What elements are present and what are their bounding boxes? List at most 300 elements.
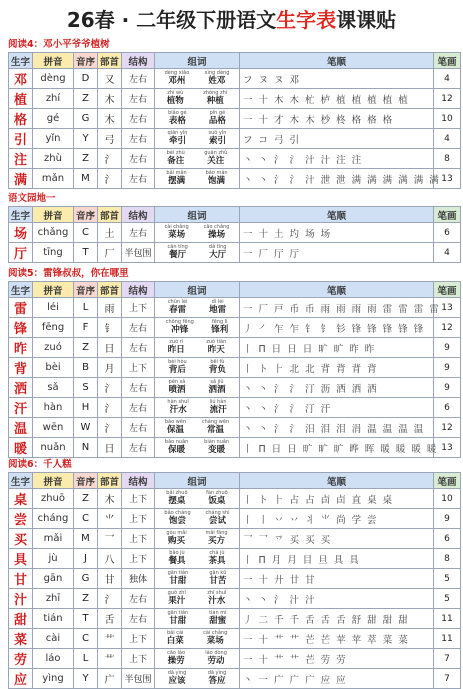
order-cell: C [74,223,98,243]
word-hanzi: 购买 [168,536,186,547]
structure-cell: 左右 [122,609,155,629]
word-item [168,671,187,686]
structure-cell: 左右 [122,89,155,109]
header-radical: 部首 [98,53,122,69]
char-cell: 背 [9,358,33,378]
word-pinyin: zhòng zhí [203,90,228,97]
radical-cell: 月 [98,358,122,378]
word-pinyin: bēi fù [210,359,225,366]
radical-cell: 木 [98,109,122,129]
word-pair [157,531,237,546]
word-pair [157,420,237,435]
word-hanzi: 白菜 [166,636,184,647]
char-cell: 温 [9,418,33,438]
stroke-order-cell: フ ヌ ヌ 邓 [240,69,434,89]
stroke-count-cell: 9 [434,338,461,358]
word-hanzi: 锋利 [211,325,229,336]
stroke-count-cell: 8 [434,549,461,569]
char-cell: 尝 [9,509,33,529]
word-item [167,631,184,646]
pinyin-cell: léi [33,298,74,318]
words-cell [155,378,240,398]
word-pinyin: biàn nuǎn [204,439,230,446]
word-pinyin: dā yìng [167,670,187,677]
word-pinyin: cāo chǎng [203,224,230,231]
table-header-row [9,282,461,298]
radical-cell: 艹 [98,629,122,649]
word-pinyin: bèi zhù [166,150,185,157]
word-pair [157,591,237,606]
order-cell: T [74,243,98,263]
word-item [204,225,230,240]
pinyin-cell: fēng [33,318,74,338]
word-hanzi: 植物 [166,96,184,107]
order-cell: B [74,358,98,378]
word-pair [157,360,237,375]
structure-cell: 上下 [122,529,155,549]
word-pinyin: sǎ jiǔ [210,379,224,386]
words-cell [155,338,240,358]
structure-cell: 上下 [122,509,155,529]
radical-cell: 舌 [98,609,122,629]
words-cell [155,223,240,243]
word-pinyin: guān zhù [204,150,228,157]
word-item [164,511,190,526]
table-row [9,589,461,609]
header-pinyin: 拼音 [33,473,74,489]
stroke-count-cell: 8 [434,149,461,169]
title-highlight: 生字表 [276,8,337,32]
words-cell [155,489,240,509]
radical-cell: 八 [98,549,122,569]
table-row [9,243,461,263]
section-title: 阅读6：千人糕 [8,459,72,470]
word-item [205,511,229,526]
word-pinyin: cāo láo [167,650,186,657]
radical-cell: 又 [98,69,122,89]
char-cell: 洒 [9,378,33,398]
word-hanzi: 劳动 [207,656,225,667]
word-item [203,91,227,106]
word-item [209,360,226,375]
order-cell: T [74,609,98,629]
character-table [8,206,461,263]
word-hanzi: 摆桌 [168,496,186,507]
table-row [9,298,461,318]
word-pinyin: bǎo jù [169,550,185,557]
word-hanzi: 保暖 [168,445,186,456]
word-item [167,651,185,666]
word-item [211,320,228,335]
word-hanzi: 备注 [167,156,185,167]
structure-cell: 左右 [122,318,155,338]
word-hanzi: 饱尝 [169,516,187,527]
word-item [168,571,189,586]
structure-cell: 上下 [122,298,155,318]
word-pair [157,300,237,315]
table-row [9,169,461,189]
word-pair [157,225,237,240]
structure-cell: 左右 [122,129,155,149]
word-hanzi: 买方 [208,536,226,547]
header-count: 笔画 [434,207,461,223]
word-pinyin: mǎi fāng [205,530,228,537]
stroke-order-cell: 一 厂 厅 厅 [240,243,434,263]
stroke-order-cell: 丨 П 月 月 目 旦 具 具 [240,549,434,569]
stroke-order-cell: 一 十 土 圴 场 场 [240,223,434,243]
header-radical: 部首 [98,282,122,298]
word-item [168,360,187,375]
order-cell: D [74,69,98,89]
stroke-order-cell: 丶 丶 氵 氵 汀 沥 洒 洒 洒 [240,378,434,398]
header-char: 生字 [9,53,33,69]
structure-cell: 上下 [122,489,155,509]
word-hanzi: 流汗 [209,405,227,416]
radical-cell: 艹 [98,649,122,669]
word-hanzi: 关注 [207,156,225,167]
stroke-order-cell: 丨 ト ⺊ 北 北 背 背 背 背 [240,358,434,378]
word-hanzi: 背后 [168,365,186,376]
header-strokes: 笔顺 [240,53,434,69]
pinyin-cell: chǎng [33,223,74,243]
pinyin-cell: zuó [33,338,74,358]
stroke-count-cell: 11 [434,609,461,629]
stroke-count-cell: 7 [434,669,461,689]
word-hanzi: 姓邓 [208,76,226,87]
word-hanzi: 喷洒 [168,385,186,396]
word-item [204,440,229,455]
header-order: 音序 [74,282,98,298]
word-item [167,151,185,166]
table-row [9,649,461,669]
header-pinyin: 拼音 [33,282,74,298]
words-cell [155,549,240,569]
word-hanzi: 甘甜 [169,616,187,627]
word-hanzi: 答应 [208,676,226,687]
stroke-order-cell: 一 十 艹 艹 芒 芒 苹 苹 萃 菜 菜 [240,629,434,649]
character-table [8,52,461,189]
radical-cell: 厂 [98,243,122,263]
word-pinyin: gān tián [167,570,189,577]
section-4 [8,458,460,689]
table-row [9,69,461,89]
pinyin-cell: zhuō [33,489,74,509]
word-pair [157,611,237,626]
pinyin-cell: yìng [33,669,74,689]
word-hanzi: 菜场 [168,230,186,241]
header-words: 组词 [155,282,240,298]
table-row [9,358,461,378]
word-item [206,531,228,546]
stroke-order-cell: 丨 丨 丷 丷 丬 ⺌ 尚 学 尝 [240,509,434,529]
stroke-count-cell: 13 [434,169,461,189]
section-3 [8,267,460,458]
order-cell: G [74,569,98,589]
radical-cell: 土 [98,223,122,243]
word-hanzi: 昨天 [207,345,225,356]
word-pinyin: chōng fēng [165,319,194,326]
stroke-count-cell: 12 [434,318,461,338]
order-cell: C [74,509,98,529]
order-cell: L [74,649,98,669]
char-cell: 甘 [9,569,33,589]
table-row [9,109,461,129]
char-cell: 汗 [9,398,33,418]
radical-cell: 日 [98,438,122,458]
word-pinyin: zhī shuǐ [207,590,227,597]
stroke-count-cell: 12 [434,418,461,438]
structure-cell: 上下 [122,629,155,649]
word-hanzi: 昨日 [167,345,185,356]
word-item [166,171,186,186]
word-item [206,491,228,506]
word-pair [157,91,237,106]
radical-cell: 氵 [98,378,122,398]
radical-cell: 氵 [98,418,122,438]
section-2 [8,192,460,263]
stroke-order-cell: 丨 П 日 日 日 旷 旷 昨 昨 [240,338,434,358]
stroke-order-cell: 丿 ㇒ 乍 乍 钅 钅 钐 锋 锋 锋 锋 锋 [240,318,434,338]
word-item [204,151,227,166]
structure-cell: 左右 [122,149,155,169]
word-hanzi: 春雷 [169,305,187,316]
word-hanzi: 饭桌 [208,496,226,507]
radical-cell: 钅 [98,318,122,338]
word-pinyin: zuó rì [169,339,184,346]
header-structure: 结构 [122,53,155,69]
header-structure: 结构 [122,207,155,223]
stroke-order-cell: 丶 丶 氵 氵 汁 汁 注 注 [240,149,434,169]
page-title [0,5,463,35]
structure-cell: 左右 [122,378,155,398]
stroke-count-cell: 10 [434,489,461,509]
structure-cell: 左右 [122,223,155,243]
order-cell: Y [74,669,98,689]
word-item [206,340,226,355]
header-pinyin: 拼音 [33,207,74,223]
char-cell: 具 [9,549,33,569]
word-pair [157,131,237,146]
word-item [166,491,187,506]
header-words: 组词 [155,207,240,223]
words-cell [155,629,240,649]
word-pinyin: xìng dèng [204,70,230,77]
radical-cell: 木 [98,89,122,109]
header-count: 笔画 [434,53,461,69]
pinyin-cell: tián [33,609,74,629]
radical-cell: 雨 [98,298,122,318]
table-header-row [9,207,461,223]
order-cell: M [74,529,98,549]
word-item [168,551,185,566]
word-pinyin: dì léi [211,299,224,306]
word-pinyin: cháng shì [205,510,230,517]
order-cell: N [74,438,98,458]
pinyin-cell: hàn [33,398,74,418]
word-item [208,671,227,686]
structure-cell: 左右 [122,418,155,438]
stroke-count-cell: 9 [434,358,461,378]
structure-cell: 左右 [122,438,155,458]
pinyin-cell: wēn [33,418,74,438]
word-pinyin: cài chǎng [203,630,228,637]
structure-cell: 上下 [122,549,155,569]
word-pinyin: suǒ yǐn [208,130,227,137]
word-pair [157,631,237,646]
stroke-order-cell: 丨 ト ⺊ 占 占 卣 卣 直 桌 桌 [240,489,434,509]
radical-cell: 甘 [98,569,122,589]
char-cell: 格 [9,109,33,129]
word-pinyin: bǎi mǎn [166,170,187,177]
char-cell: 劳 [9,649,33,669]
stroke-order-cell: フ コ 弓 引 [240,129,434,149]
word-item [208,551,225,566]
words-cell [155,438,240,458]
section-1 [8,38,460,189]
order-cell: F [74,318,98,338]
word-pinyin: pēn sǎ [168,379,186,386]
word-item [166,320,194,335]
title-suffix: 课课贴 [336,8,397,32]
char-cell: 汁 [9,589,33,609]
radical-cell: 氵 [98,589,122,609]
stroke-count-cell: 5 [434,589,461,609]
words-cell [155,589,240,609]
header-structure: 结构 [122,282,155,298]
word-hanzi: 邓州 [168,76,186,87]
radical-cell: 氵 [98,169,122,189]
word-hanzi: 甘苦 [209,576,227,587]
table-row [9,529,461,549]
header-count: 笔画 [434,473,461,489]
table-row [9,418,461,438]
stroke-count-cell: 4 [434,69,461,89]
table-row [9,489,461,509]
word-hanzi: 地雷 [209,305,227,316]
words-cell [155,243,240,263]
word-hanzi: 餐厅 [169,250,187,261]
stroke-count-cell: 9 [434,509,461,529]
word-pinyin: pǐn gé [209,110,226,117]
stroke-order-cell: 丶 一 广 广 广 应 应 [240,669,434,689]
word-pinyin: dà tīng [208,244,227,251]
word-item [168,340,185,355]
stroke-count-cell: 7 [434,649,461,669]
stroke-order-cell: 丶 丶 氵 氵 汁 泄 泄 满 满 满 满 满 满 [240,169,434,189]
table-row [9,609,461,629]
title-prefix: 26春 · 二年级下册语文 [66,8,277,32]
word-pinyin: chá jù [209,550,225,557]
word-hanzi: 大厅 [209,250,227,261]
table-row [9,89,461,109]
words-cell [155,398,240,418]
word-pinyin: zhí wù [167,90,184,97]
word-pair [157,551,237,566]
word-pinyin: guǒ zhī [167,590,186,597]
word-pinyin: gān kǔ [209,570,227,577]
char-cell: 雷 [9,298,33,318]
pinyin-cell: yǐn [33,129,74,149]
order-cell: Z [74,338,98,358]
word-hanzi: 甜蜜 [209,616,227,627]
word-hanzi: 洒酒 [208,385,226,396]
table-row [9,223,461,243]
order-cell: S [74,378,98,398]
header-char: 生字 [9,207,33,223]
word-item [168,380,185,395]
word-hanzi: 餐具 [168,556,186,567]
radical-cell: 广 [98,669,122,689]
word-hanzi: 果汁 [168,596,186,607]
word-hanzi: 汗水 [169,405,187,416]
word-item [203,631,227,646]
word-pair [157,111,237,126]
word-pair [157,491,237,506]
word-pinyin: qiān yǐn [167,130,188,137]
table-row [9,629,461,649]
structure-cell: 半包围 [122,669,155,689]
section-title: 语文园地一 [8,193,56,204]
pinyin-cell: mǎn [33,169,74,189]
word-item [207,591,226,606]
word-hanzi: 索引 [208,136,226,147]
char-cell: 买 [9,529,33,549]
char-cell: 甜 [9,609,33,629]
word-item [209,571,226,586]
table-row [9,509,461,529]
word-pinyin: gān tián [167,610,189,617]
word-pinyin: láo dòng [205,650,227,657]
order-cell: Z [74,489,98,509]
table-row [9,149,461,169]
word-pair [157,340,237,355]
word-hanzi: 操劳 [167,656,185,667]
word-item [168,131,188,146]
table-row [9,569,461,589]
stroke-count-cell: 13 [434,438,461,458]
stroke-count-cell: 6 [434,223,461,243]
word-hanzi: 种植 [206,96,224,107]
char-cell: 场 [9,223,33,243]
stroke-order-cell: 一 厂 戸 币 币 雨 雨 雨 雨 雷 雷 雷 雷 [240,298,434,318]
word-item [205,651,227,666]
char-cell: 暖 [9,438,33,458]
words-cell [155,109,240,129]
word-item [168,245,188,260]
word-pair [157,151,237,166]
stroke-count-cell: 11 [434,629,461,649]
words-cell [155,89,240,109]
word-pinyin: bǎo mǎn [205,170,228,177]
word-pinyin: dā yìng [207,670,227,677]
word-pair [157,171,237,186]
word-pinyin: biǎo gé [168,110,187,117]
words-cell [155,69,240,89]
words-cell [155,569,240,589]
word-item [167,91,184,106]
stroke-count-cell: 9 [434,378,461,398]
stroke-order-cell: 丶 丶 氵 氵 汨 泪 泪 涓 温 温 温 温 [240,418,434,438]
order-cell: W [74,418,98,438]
word-item [165,225,189,240]
word-pair [157,71,237,86]
header-char: 生字 [9,282,33,298]
word-hanzi: 菜场 [206,636,224,647]
word-item [205,71,230,86]
word-item [165,71,190,86]
radical-cell: ⺌ [98,509,122,529]
header-radical: 部首 [98,207,122,223]
